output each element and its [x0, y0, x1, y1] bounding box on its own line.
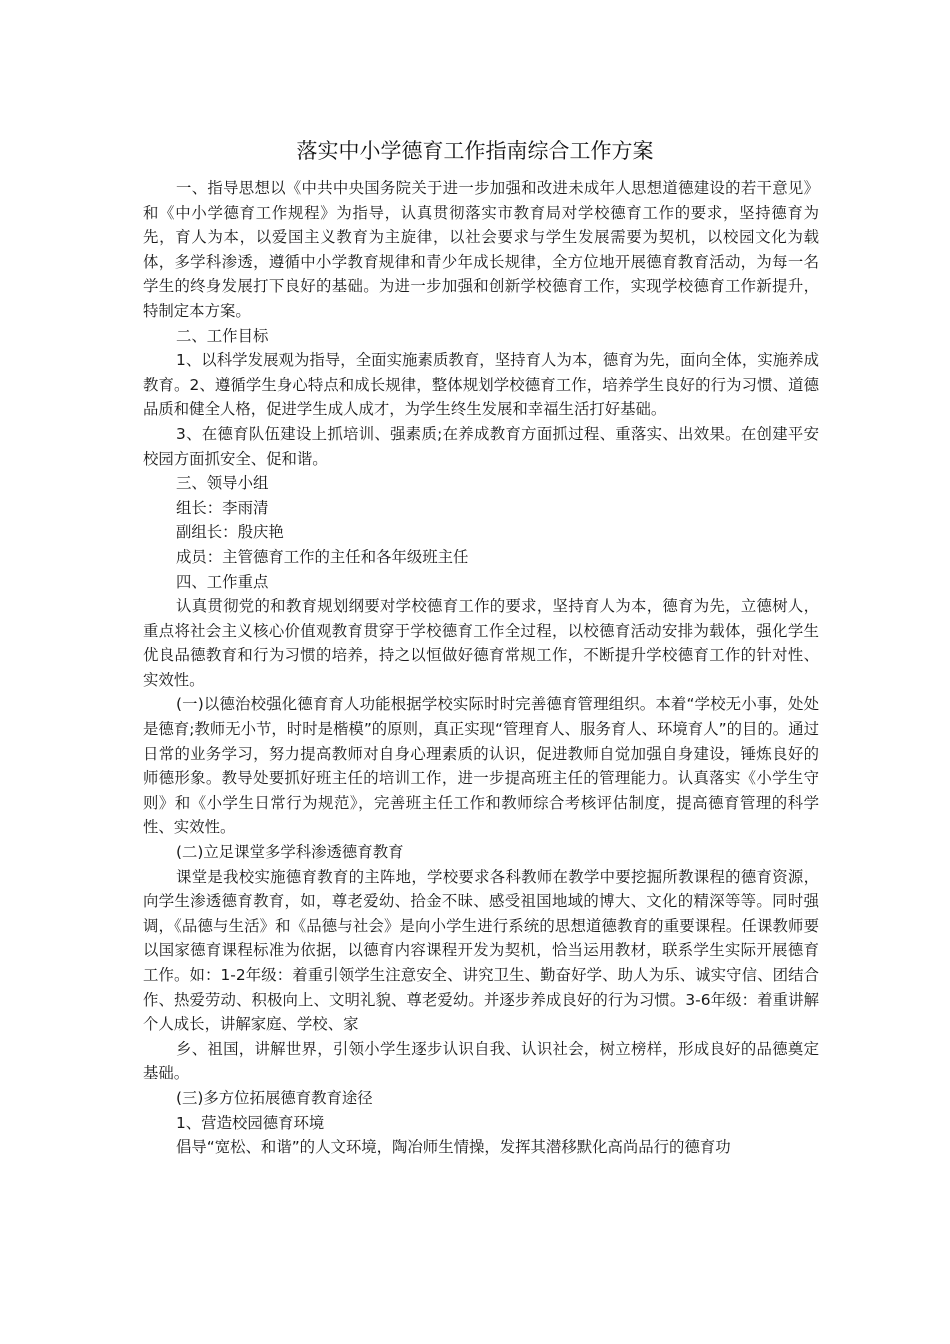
paragraph-campus-environment: 倡导“宽松、和谐”的人文环境，陶冶师生情操，发挥其潜移默化高尚品行的德育功 [176, 1138, 731, 1157]
leader-line: 组长：李雨清 [176, 498, 269, 517]
paragraph-guiding-ideology: 一、指导思想以《中共中央国务院关于进一步加强和改进未成年人思想道德建设的若干意见》和《中小学德育工作规程》为指导，认真贯彻落实市教育局对学校德育工作的要求，坚持德育为先，育人为本，以爱国主义教育为主旋律，以社会要求与学生发展需要为契机，以校园文化为载体，多学科渗透，遵循中小学教育规律和青少年成长规律，全方位地开展德育教育活动，为每一名学生的终身发展打下良好的基础。为进一步加强和创新学校德育工作，实现学校德育工作新提升，特制定本方案。 [143, 179, 819, 320]
heading-section-2: (二)立足课堂多学科渗透德育教育 [176, 843, 404, 862]
paragraph-section-1: (一)以德治校强化德育育人功能根据学校实际时时完善德育管理组织。本着“学校无小事，处处是德育;教师无小节，时时是楷模”的原则，真正实现“管理育人、服务育人、环境育人”的目的。通过日常的业务学习，努力提高教师对自身心理素质的认识，促进教师自觉加强自身建设，锤炼良好的师德形象。教导处要抓好班主任的培训工作，进一步提高班主任的管理能力。认真落实《小学生守则》和《小学生日常行为规范》，完善班主任工作和教师综合考核评估制度，提高德育管理的科学性、实效性。 [143, 695, 819, 837]
heading-work-goals: 二、工作目标 [176, 326, 269, 345]
paragraph-classroom-continued: 乡、祖国，讲解世界，引领小学生逐步认识自我、认识社会，树立榜样，形成良好的品德奠定基础。 [143, 1039, 819, 1083]
paragraph-classroom: 课堂是我校实施德育教育的主阵地，学校要求各科教师在教学中要挖掘所教课程的德育资源，向学生渗透德育教育，如，尊老爱幼、拾金不昧、感受祖国地域的博大、文化的精深等等。同时强调，《品德与生活》和《品德与社会》是向小学生进行系统的思想道德教育的重要课程。任课教师要以国家德育课程标准为依据，以德育内容课程开发为契机，恰当运用教材，联系学生实际开展德育工作。如：1-2年级：着重引领学生注意安全、讲究卫生、勤奋好学、助人为乐、诚实守信、团结合作、热爱劳动、积极向上、文明礼貌、尊老爱幼。并逐步养成良好的行为习惯。3-6年级：着重讲解个人成长，讲解家庭、学校、家 [143, 867, 819, 1034]
heading-work-focus: 四、工作重点 [176, 572, 269, 591]
heading-leadership-group: 三、领导小组 [176, 474, 269, 493]
heading-campus-environment: 1、营造校园德育环境 [176, 1113, 325, 1132]
deputy-leader-line: 副组长：殷庆艳 [176, 523, 284, 542]
paragraph-goals-3: 3、在德育队伍建设上抓培训、强素质;在养成教育方面抓过程、重落实、出效果。在创建平安校园方面抓安全、促和谐。 [143, 424, 819, 468]
paragraph-goals-1-2: 1、以科学发展观为指导，全面实施素质教育，坚持育人为本，德育为先，面向全体，实施养成教育。2、遵循学生身心特点和成长规律，整体规划学校德育工作，培养学生良好的行为习惯、道德品质和健全人格，促进学生成人成才，为学生终生发展和幸福生活打好基础。 [143, 351, 819, 419]
members-line: 成员：主管德育工作的主任和各年级班主任 [176, 547, 469, 566]
document-title: 落实中小学德育工作指南综合工作方案 [296, 139, 654, 163]
heading-section-3: (三)多方位拓展德育教育途径 [176, 1088, 373, 1107]
document-body [143, 176, 819, 1160]
paragraph-work-focus: 认真贯彻党的和教育规划纲要对学校德育工作的要求，坚持育人为本，德育为先，立德树人，重点将社会主义核心价值观教育贯穿于学校德育工作全过程，以校德育活动安排为载体，强化学生优良品德教育和行为习惯的培养，持之以恒做好德育常规工作，不断提升学校德育工作的针对性、实效性。 [143, 597, 819, 689]
